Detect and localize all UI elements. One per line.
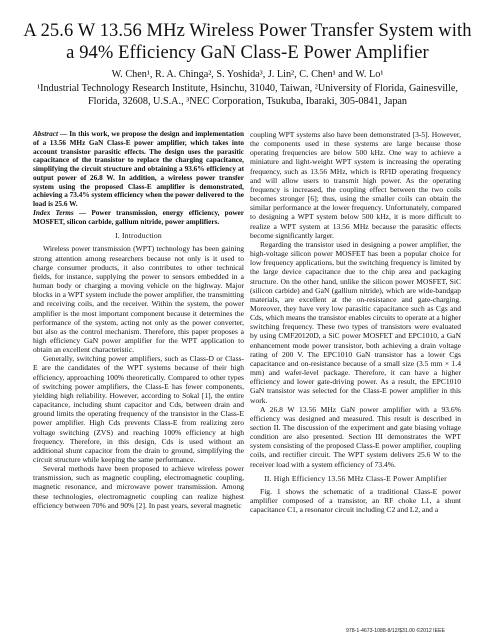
paragraph: Generally, switching power amplifiers, such as Class-D or Class-E are the candidates of the WPT systems because of their high efficiency, approaching 100% theoretically. Compared to other types of switching power amplifiers, the Class-E has fewer components, yielding high reliability. However, according to Sokal [1], the entire capacitance, including shunt capacitor and Cds, between drain and ground limits the operating frequency of the transistor in the Class-E power amplifier. High Cds prevents Class-E from realizing zero voltage switching (ZVS) and reaching 100% efficiency at high frequency. Therefore, in this design, Cds is used without an additional shunt capacitor from the drain to ground, simplifying the circuit structure while keeping the same performance. <box>33 354 244 464</box>
index-terms-text: — Power transmission, energy efficiency, power MOSFET, silicon carbide, gallium nitride, power amplifiers. <box>33 208 244 226</box>
paragraph: coupling WPT systems also have been demonstrated [3-5]. However, the components used in these systems are large because those operating frequencies are below 500 kHz. One way to achieve a miniature and light-weight WPT system is increasing the operating frequency, such as 13.56 MHz, which is RFID operating frequency and will allow users to transmit high power. As the operating frequency is increased, the coupling effect between the two coils becomes stronger [6]; thus, using the smaller coils can obtain the similar performance at the lower frequency. Unfortunately, compared to designing a WPT system below 500 kHz, it is more difficult to realize a WPT system at 13.56 MHz because the parasitic effects become significantly larger. <box>250 130 461 240</box>
paper-affiliations <box>20 82 475 108</box>
section-heading-introduction: I. Introduction <box>115 231 162 241</box>
affiliation-line-2: Florida, 32608, U.S.A., ³NEC Corporation, Tsukuba, Ibaraki, 305-0841, Japan <box>87 96 408 107</box>
paragraph: Wireless power transmission (WPT) technology has been gaining strong attention among researchers because not only is it used to charge consumer products, it also contributes to other technical fields, for instance, supplying the power to sensors embedded in a human body or charging a moving vehicle on the highway. Major blocks in a WPT system include the power amplifier, the transmitting and receiving coils, and the receiver. Within the system, the power amplifier is the most important component because it determines the performance of the system, acting not only as the power converter, but also as the control mechanism. Therefore, this paper proposes a high efficiency GaN power amplifier for the WPT application to obtain an excellent characteristic. <box>33 244 244 355</box>
abstract-label: Abstract <box>33 130 58 138</box>
copyright-footer: 978-1-4673-1088-8/12/$31.00 ©2012 IEEE <box>346 628 446 634</box>
right-column <box>250 130 461 514</box>
affiliation-line-1: ¹Industrial Technology Research Institute, Hsinchu, 31040, Taiwan, ²University of Florida, Gainesville, <box>37 83 458 94</box>
paragraph: Fig. 1 shows the schematic of a traditional Class-E power amplifier composed of a transistor, an RF choke L1, a shunt capacitance C1, a resonator circuit including C2 and L2, and a <box>250 486 461 515</box>
index-terms-label: Index Terms <box>33 208 74 217</box>
paragraph: Several methods have been proposed to achieve wireless power transmission, such as magnetic coupling, electromagnetic coupling, magnetic resonance, and microwave power transmission. Among these technologies, electromagnetic coupling can realize highest efficiency between 70% and 90% [2]. In past years, several magnetic <box>33 464 244 510</box>
paragraph: A 26.8 W 13.56 MHz GaN power amplifier with a 93.6% efficiency was designed and measured. This result is described in section II. The discussion of the experiment and gate biasing voltage condition are also presented. Section III demonstrates the WPT system consisting of the proposed Class-E power amplifier, coupling coils, and rectifier circuit. The WPT system delivers 25.6 W to the receiver load with a system efficiency of 73.4%. <box>250 404 461 469</box>
index-terms <box>33 209 244 227</box>
abstract <box>33 130 244 209</box>
section-heading-class-e: II. High Efficiency 13.56 MHz Class-E Power Amplifier <box>264 473 447 483</box>
paper-authors: W. Chen¹, R. A. Chinga², S. Yoshida³, J. Lin², C. Chen¹ and W. Lo¹ <box>111 69 384 80</box>
abstract-text: — In this work, we propose the design and implementation of a 13.56 MHz GaN Class-E power amplifier, which takes into account transistor parasitic effects. The design uses the parasitic capacitance of the transistor to replace the charging capacitance, simplifying the circuit structure and obtaining a 93.6% efficiency at output power of 26.8 W. In addition, a wireless power transfer system using the proposed Class-E amplifier is demonstrated, achieving a 73.4% system efficiency when the power delivered to the load is 25.6 W. <box>33 130 244 208</box>
left-column <box>33 130 244 510</box>
paper-title: A 25.6 W 13.56 MHz Wireless Power Transfer System with a 94% Efficiency GaN Class-E Power Amplifier <box>23 21 472 63</box>
paragraph: Regarding the transistor used in designing a power amplifier, the high-voltage silicon power MOSFET has been a popular choice for low frequency applications, but the switching frequency is limited by the large device capacitance due to the chip area and packaging structure. On the other hand, unlike the silicon power MOSFET, SiC (silicon carbide) and GaN (gallium nitride), which are wide-bandgap materials, are excellent at the on-resistance and gate-charging. Moreover, they have very low parasitic capacitance such as Cgs and Cds, which means the transistor enables circuits to operate at a higher switching frequency. These two types of transistors were evaluated by using CMF20120D, a SiC power MOSFET and EPC1010, a GaN enhancement mode power transistor, both achieving a drain voltage rating of 200 V. The EPC1010 GaN transistor has a lower Cgs capacitance and on-resistance because of a small size (3.5 mm × 1.4 mm) and wafer-level package. Therefore, it can have a higher efficiency and lower gate-driving power. As a result, the EPC1010 GaN transistor was selected for the Class-E power amplifier in this work. <box>250 239 461 405</box>
